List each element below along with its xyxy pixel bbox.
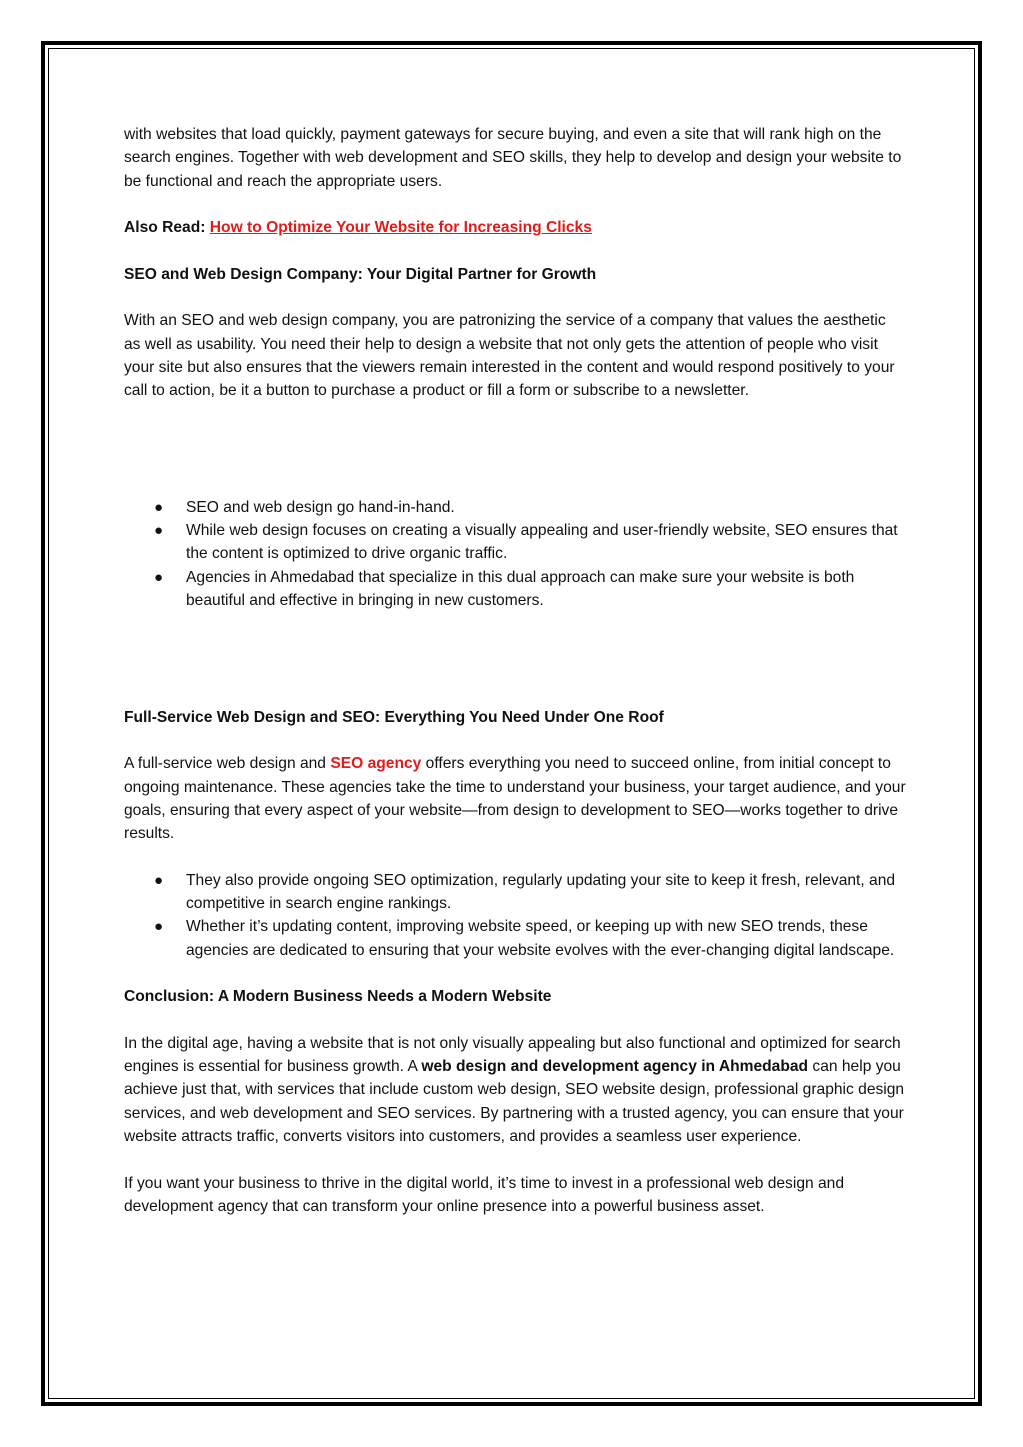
bullet-list-one <box>124 496 906 612</box>
heading-conclusion: Conclusion: A Modern Business Needs a Modern Website <box>124 988 552 1006</box>
list-item-text: They also provide ongoing SEO optimization, regularly updating your site to keep it fresh, relevant, and competitive in search engine rankings. <box>186 871 896 913</box>
list-item <box>154 566 906 613</box>
list-item <box>154 519 906 566</box>
also-read-line <box>124 216 906 239</box>
also-read-link[interactable]: How to Optimize Your Website for Increasing Clicks <box>209 219 592 237</box>
list-item <box>154 915 906 962</box>
heading-partner: SEO and Web Design Company: Your Digital Partner for Growth <box>124 265 597 283</box>
full-service-text-end: offers everything you need to succeed online, from initial concept to ongoing maintenance. These agencies take the time to understand your business, your target audience, and your goals, ensuring that every aspect of your website—from design to development to SEO—works together to drive results. <box>124 755 906 843</box>
conclusion-bold-phrase: web design and development agency in Ahmedabad <box>421 1058 809 1076</box>
full-service-paragraph <box>124 752 906 845</box>
partner-paragraph: With an SEO and web design company, you are patronizing the service of a company that values the aesthetic as well as usability. You need their help to design a website that not only gets the attention of people who visit your site but also ensures that the viewers remain interested in the content and would respond positively to your call to action, be it a button to purchase a product or fill a form or subscribe to a newsletter. <box>124 312 895 400</box>
final-paragraph: If you want your business to thrive in the digital world, it’s time to invest in a professional web design and development agency that can transform your online presence into a powerful business asset. <box>124 1174 845 1215</box>
also-read-label: Also Read: <box>124 219 210 237</box>
full-service-text-start: A full-service web design and <box>124 755 331 773</box>
list-item-text: SEO and web design go hand-in-hand. <box>186 498 455 516</box>
bullet-icon: ● <box>154 498 164 516</box>
conclusion-text-end: can help you achieve just that, with services that include custom web design, SEO website design, professional graphic design services, and web development and SEO services. By partnering with a trusted agency, you can ensure that your website attracts traffic, converts visitors into customers, and provides a seamless user experience. <box>124 1058 905 1145</box>
bullet-list-two <box>124 869 906 962</box>
bullet-icon: ● <box>154 871 164 889</box>
conclusion-paragraph <box>124 1032 906 1148</box>
list-item <box>154 496 906 519</box>
document-content <box>124 123 906 1241</box>
bullet-icon: ● <box>154 568 164 586</box>
spacer <box>124 636 906 706</box>
bullet-icon: ● <box>154 918 164 936</box>
list-item-text: Whether it’s updating content, improving website speed, or keeping up with new SEO trends, these agencies are dedicated to ensuring that your website evolves with the ever-changing digital landscape. <box>186 918 895 959</box>
heading-full-service: Full-Service Web Design and SEO: Everything You Need Under One Roof <box>124 708 664 726</box>
spacer <box>124 426 906 496</box>
list-item-text: While web design focuses on creating a visually appealing and user-friendly website, SEO ensures that the content is optimized to drive organic traffic. <box>186 522 898 563</box>
list-item <box>154 869 906 916</box>
list-item-text: Agencies in Ahmedabad that specialize in this dual approach can make sure your website is both beautiful and effective in bringing in new customers. <box>186 568 855 610</box>
conclusion-text-start: In the digital age, having a website that is not only visually appealing but also functional and optimized for search engines is essential for business growth. A <box>124 1034 901 1076</box>
seo-agency-link[interactable]: SEO agency <box>330 755 422 773</box>
intro-paragraph: with websites that load quickly, payment gateways for secure buying, and even a site that will rank high on the search engines. Together with web development and SEO skills, they help to develop and design your website to be functional and reach the appropriate users. <box>124 126 902 190</box>
bullet-icon: ● <box>154 522 164 540</box>
